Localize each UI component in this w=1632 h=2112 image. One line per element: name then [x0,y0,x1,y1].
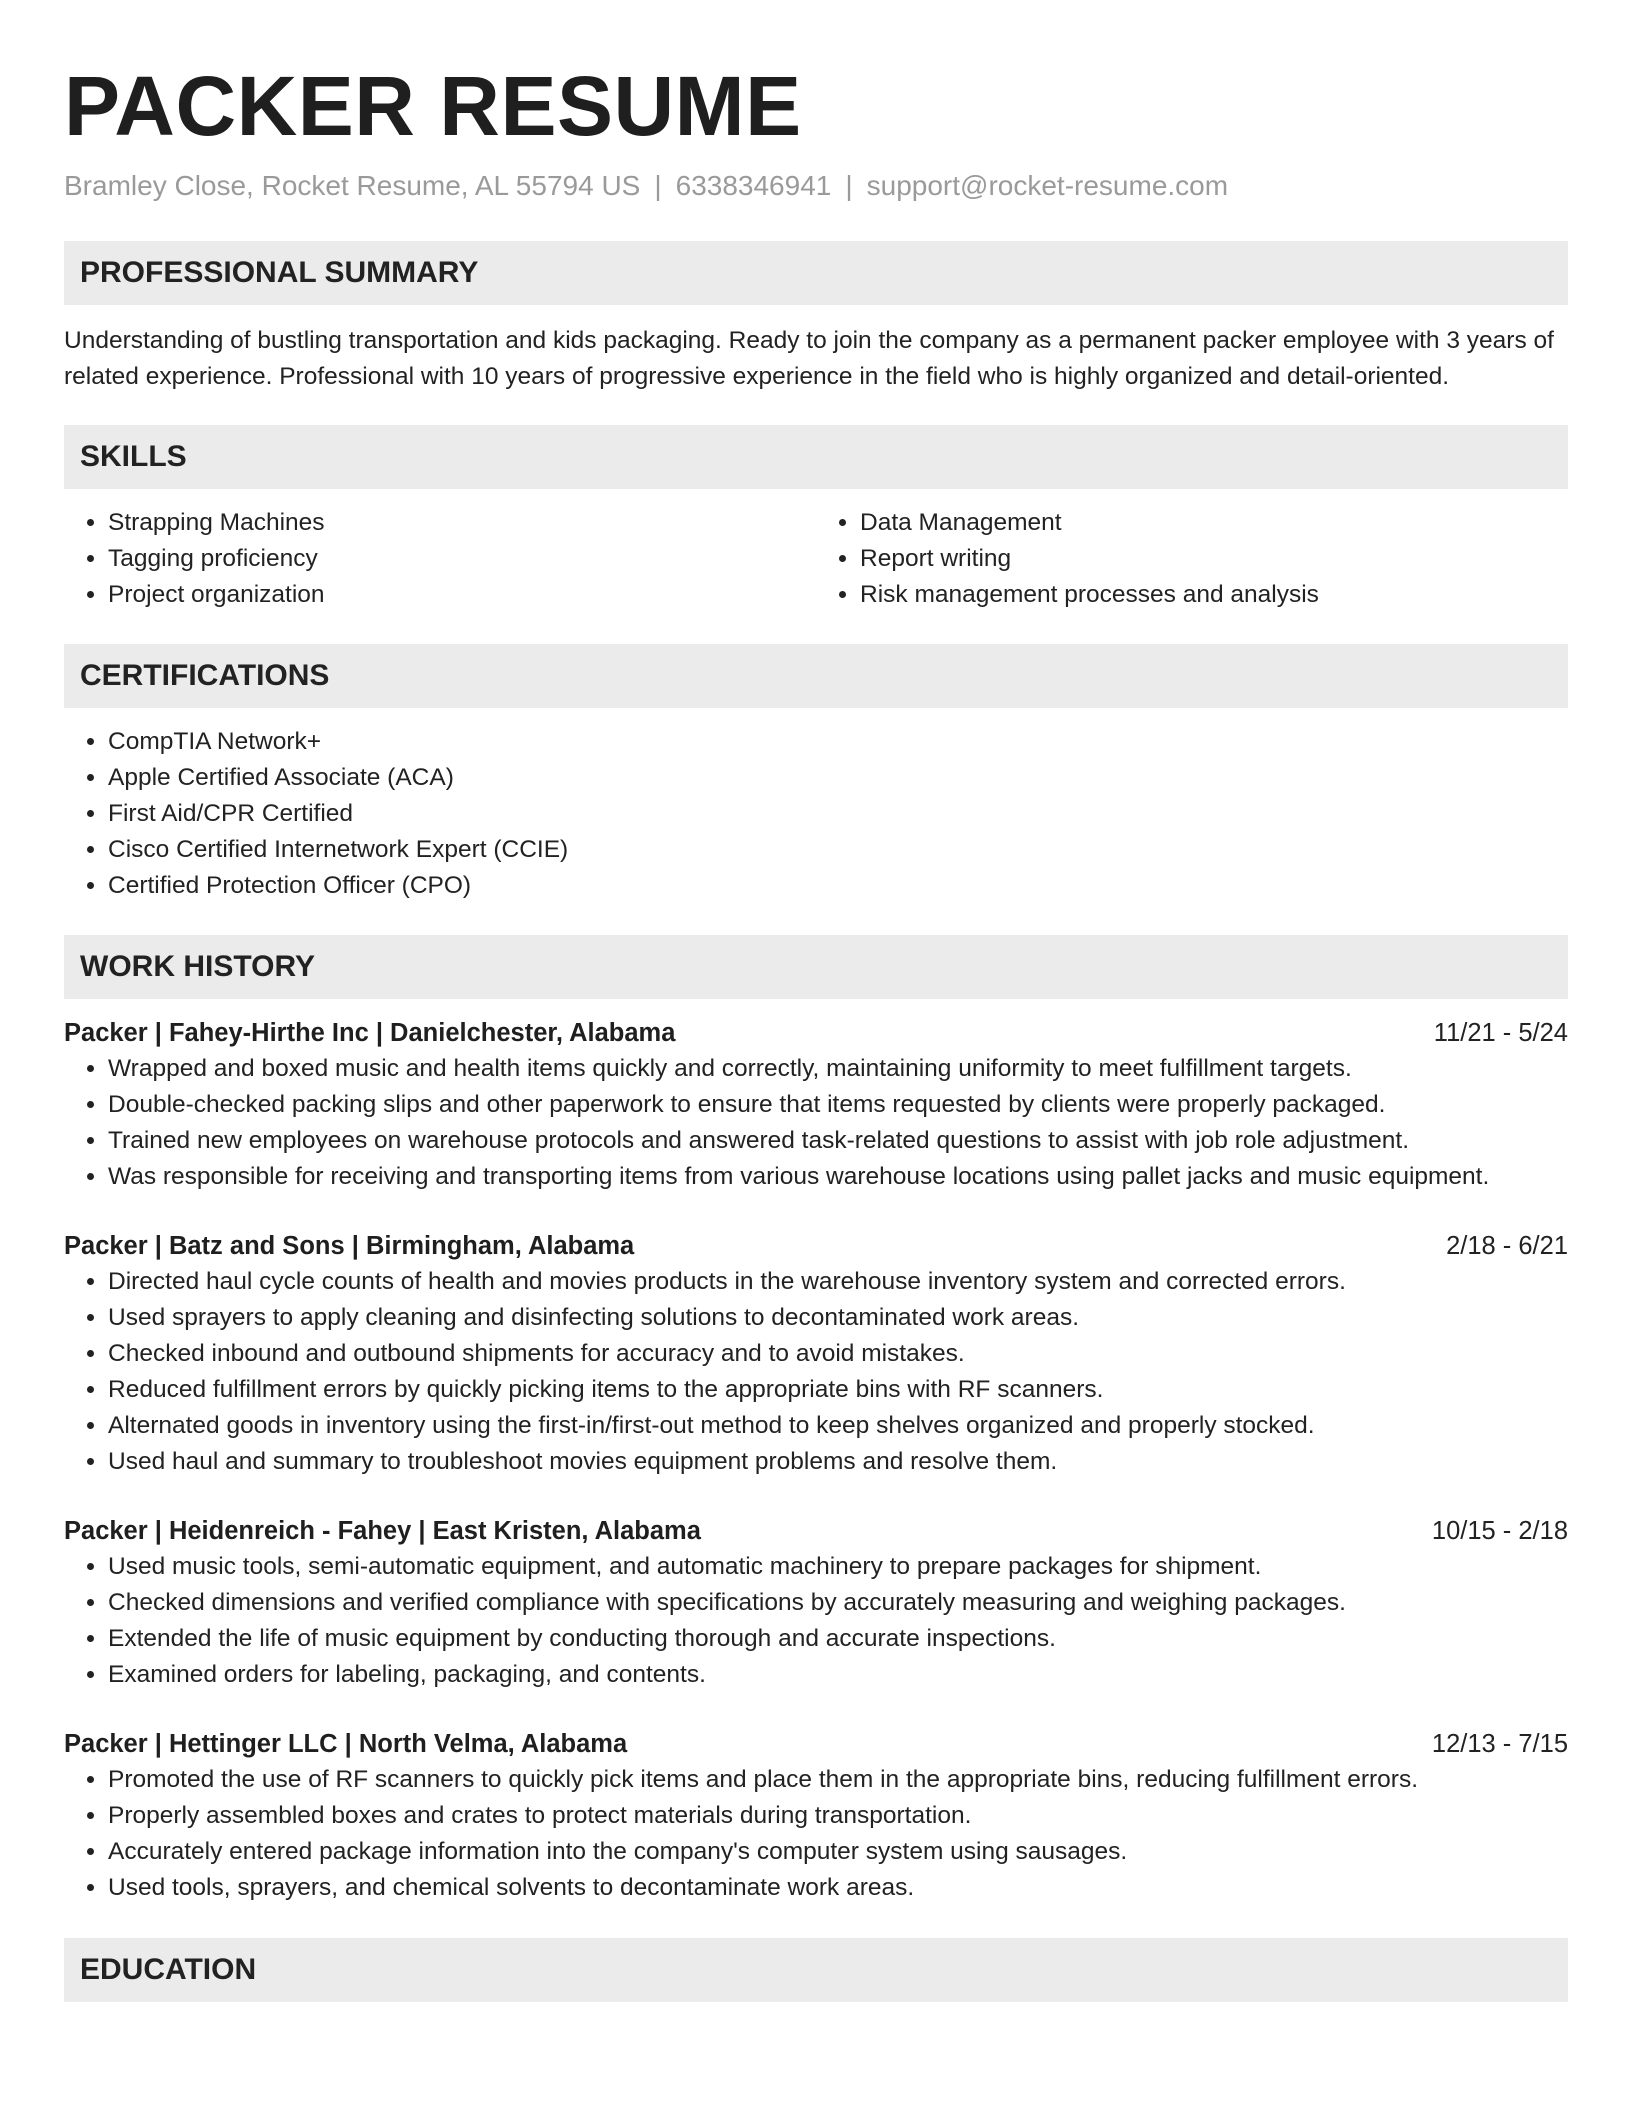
job-bullet: • Accurately entered package information into the company's computer system using sausages. [108,1834,1568,1870]
job-bullets [64,1549,1568,1693]
job-entry [64,1726,1568,1906]
job-dates: 12/13 - 7/15 [1431,1730,1568,1758]
skill-item: • Risk management processes and analysis [860,577,1568,613]
skills-section [64,425,1568,613]
summary-section [64,241,1568,395]
job-bullets [64,1762,1568,1906]
contact-email: support@rocket-resume.com [866,170,1229,201]
skill-item: • Strapping Machines [108,505,816,541]
job-title: Packer | Batz and Sons | Birmingham, Alabama [64,1232,635,1260]
job-entry [64,1228,1568,1480]
job-entry [64,1015,1568,1195]
summary-heading: PROFESSIONAL SUMMARY [64,241,1568,305]
job-bullet: • Used tools, sprayers, and chemical solvents to decontaminate work areas. [108,1870,1568,1906]
skills-list-left [64,505,816,613]
job-bullet: • Reduced fulfillment errors by quickly picking items to the appropriate bins with RF scanners. [108,1372,1568,1408]
job-header [64,1513,1568,1549]
skill-item: • Report writing [860,541,1568,577]
job-bullet: • Examined orders for labeling, packaging, and contents. [108,1657,1568,1693]
work-history-heading: WORK HISTORY [64,935,1568,999]
certification-item: • Cisco Certified Internetwork Expert (CCIE) [108,832,1568,868]
job-bullet: • Checked dimensions and verified compliance with specifications by accurately measuring and weighing packages. [108,1585,1568,1621]
certification-item: • Apple Certified Associate (ACA) [108,760,1568,796]
job-dates: 10/15 - 2/18 [1431,1517,1568,1545]
certification-item: • Certified Protection Officer (CPO) [108,868,1568,904]
skill-item: • Project organization [108,577,816,613]
job-bullet: • Alternated goods in inventory using the first-in/first-out method to keep shelves organized and properly stocked. [108,1408,1568,1444]
job-bullet: • Promoted the use of RF scanners to quickly pick items and place them in the appropriate bins, reducing fulfillment errors. [108,1762,1568,1798]
job-dates: 2/18 - 6/21 [1446,1232,1568,1260]
certification-item: • CompTIA Network+ [108,724,1568,760]
job-bullet: • Directed haul cycle counts of health and movies products in the warehouse inventory system and corrected errors. [108,1264,1568,1300]
job-bullet: • Checked inbound and outbound shipments for accuracy and to avoid mistakes. [108,1336,1568,1372]
education-heading: EDUCATION [64,1938,1568,2002]
job-bullet: • Used sprayers to apply cleaning and disinfecting solutions to decontaminated work areas. [108,1300,1568,1336]
job-bullet: • Used haul and summary to troubleshoot movies equipment problems and resolve them. [108,1444,1568,1480]
job-bullets [64,1264,1568,1480]
job-bullet: • Extended the life of music equipment by conducting thorough and accurate inspections. [108,1621,1568,1657]
skills-heading: SKILLS [64,425,1568,489]
certifications-list [64,724,1568,904]
skill-item: • Data Management [860,505,1568,541]
job-bullet: • Double-checked packing slips and other paperwork to ensure that items requested by clients were properly packaged. [108,1087,1568,1123]
contact-address: Bramley Close, Rocket Resume, AL 55794 US [64,170,641,201]
job-bullet: • Properly assembled boxes and crates to protect materials during transportation. [108,1798,1568,1834]
job-bullet: • Wrapped and boxed music and health items quickly and correctly, maintaining uniformity to meet fulfillment targets. [108,1051,1568,1087]
certifications-section [64,644,1568,904]
skills-grid [64,505,1568,613]
contact-separator: | [845,170,853,201]
job-bullet: • Used music tools, semi-automatic equipment, and automatic machinery to prepare packages for shipment. [108,1549,1568,1585]
job-entry [64,1513,1568,1693]
job-title: Packer | Fahey-Hirthe Inc | Danielchester, Alabama [64,1019,676,1047]
contact-separator: | [654,170,662,201]
job-bullet: • Was responsible for receiving and transporting items from various warehouse locations using pallet jacks and music equipment. [108,1159,1568,1195]
job-header [64,1228,1568,1264]
certifications-heading: CERTIFICATIONS [64,644,1568,708]
skills-list-right [816,505,1568,613]
job-title: Packer | Heidenreich - Fahey | East Kristen, Alabama [64,1517,701,1545]
summary-text: Understanding of bustling transportation and kids packaging. Ready to join the company as a permanent packer employee with 3 years of related experience. Professional with 10 years of progressive experience in the field who is highly organized and detail-oriented. [64,327,1554,390]
job-bullets [64,1051,1568,1195]
job-header [64,1015,1568,1051]
skill-item: • Tagging proficiency [108,541,816,577]
certification-item: • First Aid/CPR Certified [108,796,1568,832]
job-header [64,1726,1568,1762]
job-title: Packer | Hettinger LLC | North Velma, Alabama [64,1730,628,1758]
contact-line [64,168,1568,204]
job-bullet: • Trained new employees on warehouse protocols and answered task-related questions to assist with job role adjustment. [108,1123,1568,1159]
education-section [64,1938,1568,2002]
resume-name: PACKER RESUME [64,59,802,153]
job-dates: 11/21 - 5/24 [1433,1019,1568,1047]
work-history-section [64,935,1568,1906]
contact-phone: 6338346941 [675,170,832,201]
